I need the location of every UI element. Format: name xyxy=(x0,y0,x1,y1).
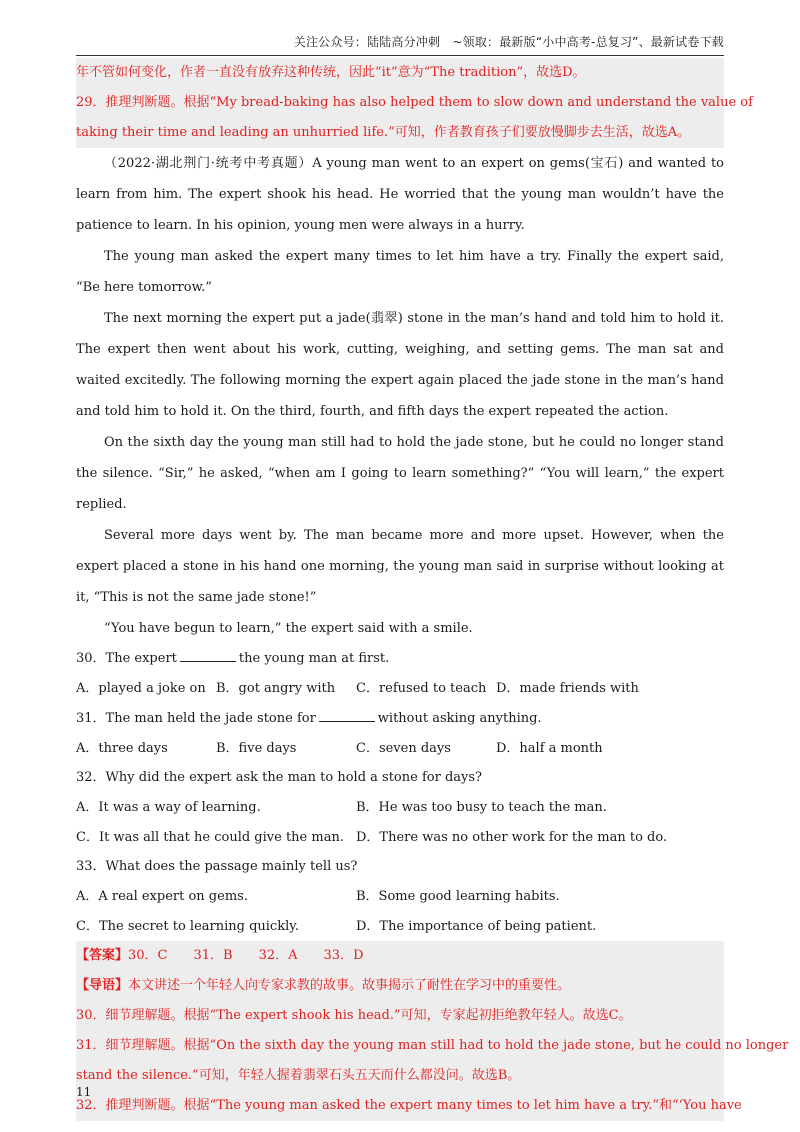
q29-explanation-line2: taking their time and leading an unhurried life.”可知，作者教育孩子们要放慢脚步去生活，故选A。 xyxy=(76,125,691,140)
option-b: B．Some good learning habits. xyxy=(356,889,560,904)
passage-paragraph-5: Several more days went by. The man became more and more upset. However, when the expert placed a stone in his hand one morning, the young man said in surprise without looking at it, “This is not the same jade stone!” xyxy=(76,528,724,605)
option-a: A．A real expert on gems. xyxy=(76,889,248,904)
q31-explanation-line1: 31．细节理解题。根据“On the sixth day the young man still had to hold the jade stone, but he could no longer xyxy=(76,1038,789,1053)
option-d: D．made friends with xyxy=(496,681,639,696)
answer-values: 30．C 31．B 32．A 33．D xyxy=(128,948,364,963)
option-d: D．There was no other work for the man to do. xyxy=(356,829,668,845)
question-32-stem: 32．Why did the expert ask the man to hold a stone for days? xyxy=(76,770,482,785)
option-a: A．It was a way of learning. xyxy=(76,800,261,815)
passage-paragraph-6: “You have begun to learn,” the expert said with a smile. xyxy=(104,621,473,636)
page-header: 关注公众号：陆陆高分冲刺 ~领取：最新版“小中高考-总复习”、最新试卷下载 xyxy=(293,35,724,49)
option-a: A．played a joke on xyxy=(76,681,206,696)
previous-answers-block xyxy=(76,58,753,148)
page-content xyxy=(76,58,789,1121)
option-a: A．three days xyxy=(76,740,168,756)
passage-paragraph-4: On the sixth day the young man still had to hold the jade stone, but he could no longer stand the silence. “Sir,” he asked, “when am I going to learn something?” “You will learn,” the expert replied. xyxy=(76,435,724,512)
option-b: B．five days xyxy=(216,740,297,756)
option-b: B．got angry with xyxy=(216,681,336,696)
question-32-options-row1 xyxy=(76,793,724,823)
guide-line xyxy=(76,971,724,1001)
option-c: C．refused to teach xyxy=(356,681,487,696)
option-c: C．The secret to learning quickly. xyxy=(76,918,299,934)
q31-explanation-line2: stand the silence.”可知，年轻人握着翡翠石头五天而什么都没问。故选B。 xyxy=(76,1068,521,1083)
option-c: C．seven days xyxy=(356,740,451,756)
passage-paragraph-1: （2022·湖北荆门·统考中考真题）A young man went to an expert on gems(宝石) and wanted to learn from him. The expert shook his head. He worried that the young man wouldn’t have the patience to learn. In his opinion, young men were always in a hurry. xyxy=(76,156,724,233)
option-c: C．It was all that he could give the man. xyxy=(76,829,344,845)
answer-blank xyxy=(180,650,236,662)
option-d: D．half a month xyxy=(496,740,603,756)
question-31-options xyxy=(76,734,724,764)
q29-explanation-line1: 29．推理判断题。根据“My bread-baking has also helped them to slow down and understand the value of xyxy=(76,95,753,110)
question-32-options-row2 xyxy=(76,823,724,853)
page-number: 11 xyxy=(76,1085,92,1099)
question-33-options-row1 xyxy=(76,882,724,912)
prev-answer-line: 年不管如何变化，作者一直没有放弃这种传统，因此“it”意为“The tradition”，故选D。 xyxy=(76,65,586,80)
answer-block xyxy=(76,941,789,1121)
option-d: D．The importance of being patient. xyxy=(356,918,597,934)
answer-blank xyxy=(319,710,375,722)
q32-explanation-line1: 32．推理判断题。根据“The young man asked the expert many times to let him have a try.”和“‘You have xyxy=(76,1098,742,1113)
question-33-options-row2 xyxy=(76,912,724,942)
guide-label: 【导语】 xyxy=(76,978,129,993)
guide-text: 本文讲述一个年轻人向专家求教的故事。故事揭示了耐性在学习中的重要性。 xyxy=(128,978,571,993)
option-b: B．He was too busy to teach the man. xyxy=(356,800,607,815)
answer-label: 【答案】 xyxy=(76,948,129,963)
question-33-stem: 33．What does the passage mainly tell us? xyxy=(76,859,358,874)
passage-paragraph-3: The next morning the expert put a jade(翡翠) stone in the man’s hand and told him to hold it. The expert then went about his work, cutting, weighing, and setting gems. The man sat and waited excitedly. The following morning the expert again placed the jade stone in the man’s hand and told him to hold it. On the third, fourth, and fifth days the expert repeated the action. xyxy=(76,311,724,419)
header-rule xyxy=(76,55,724,56)
answer-key xyxy=(76,941,724,971)
question-30-options xyxy=(76,674,724,704)
question-30-stem: 30．The expert the young man at first. xyxy=(76,651,390,666)
passage-paragraph-2: The young man asked the expert many times to let him have a try. Finally the expert said, “Be here tomorrow.” xyxy=(76,249,724,295)
question-31-stem: 31．The man held the jade stone for without asking anything. xyxy=(76,710,542,726)
q30-explanation: 30．细节理解题。根据“The expert shook his head.”可知，专家起初拒绝教年轻人。故选C。 xyxy=(76,1008,632,1023)
